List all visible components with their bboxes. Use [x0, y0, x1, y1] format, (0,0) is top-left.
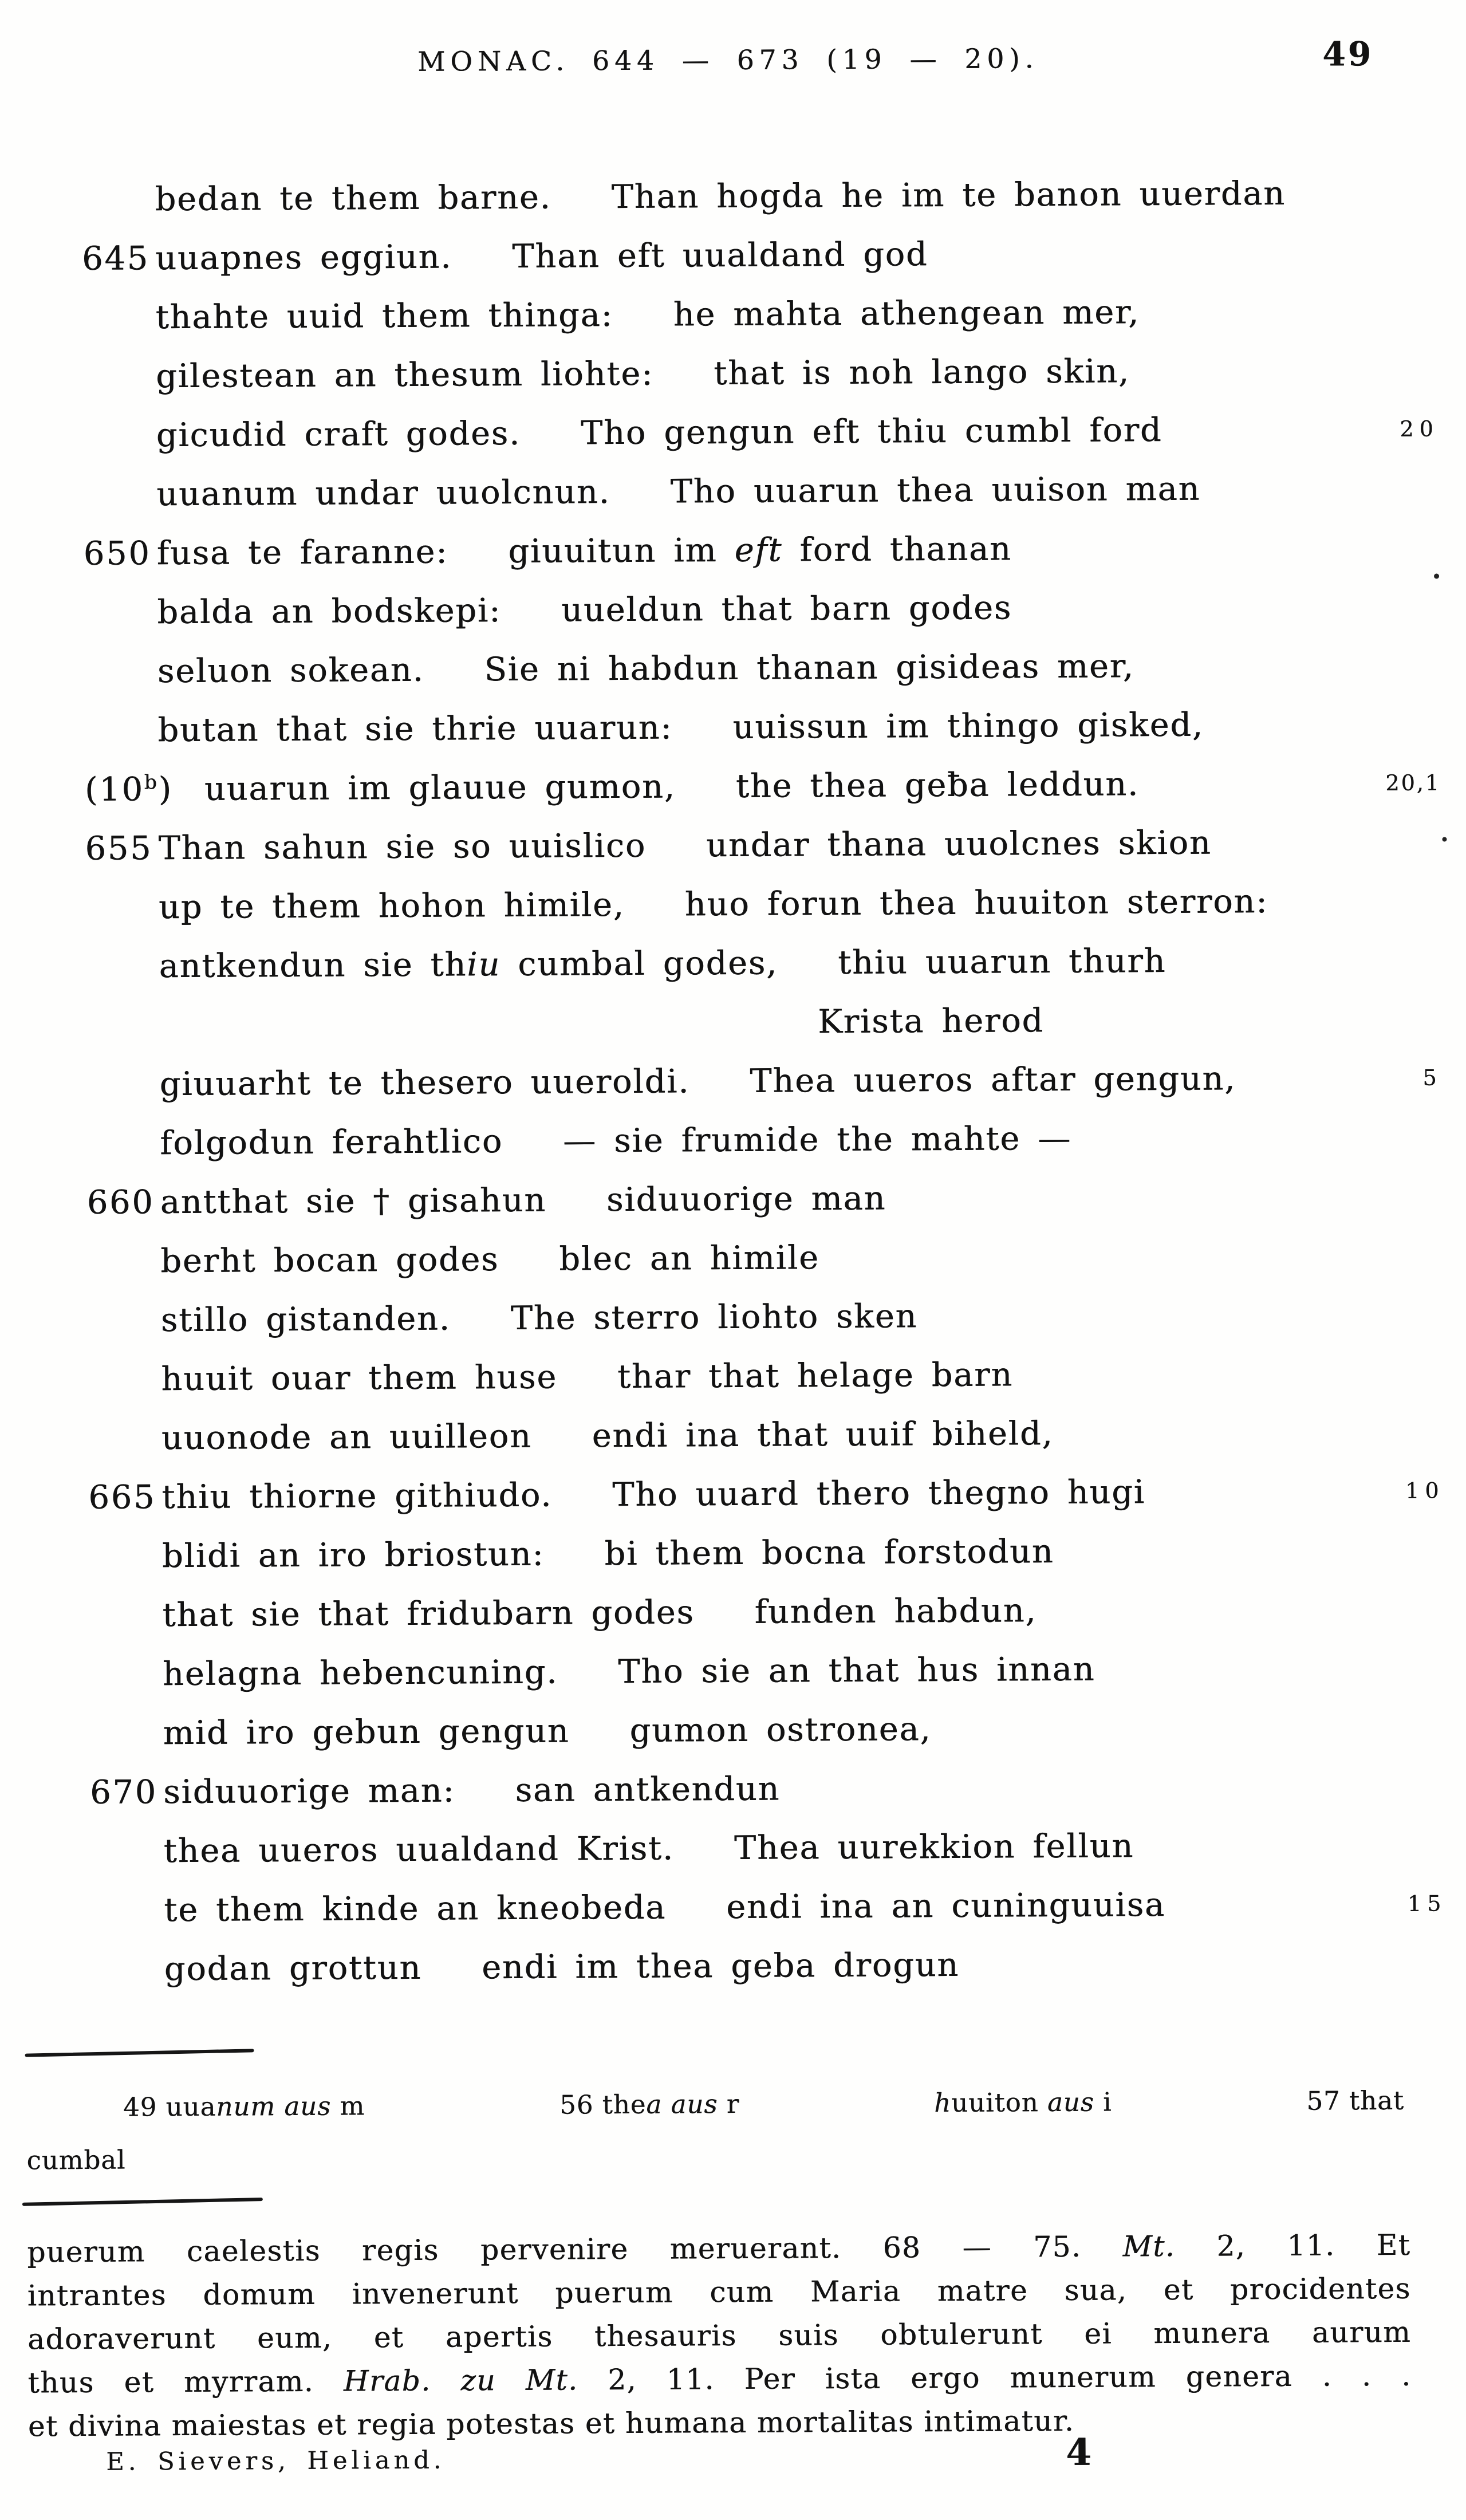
verse-line-number — [84, 623, 157, 624]
text-segment: uueldun that barn godes — [561, 589, 1012, 629]
hemistich-b — [750, 1060, 1236, 1100]
verse-line — [0, 340, 1463, 407]
text-segment: 660 — [86, 1183, 155, 1222]
text-segment: blidi an iro briostun: — [161, 1535, 545, 1576]
verse-line-number — [88, 1331, 161, 1332]
text-segment: endi ina an cuninguuisa — [726, 1886, 1166, 1927]
ink-speck — [1442, 837, 1447, 841]
hemistich-b — [673, 293, 1140, 333]
verse-line — [1, 1107, 1466, 1174]
text-segment: that sie that fridubarn godes — [162, 1593, 695, 1635]
text-segment: thus et myrram. — [27, 2364, 344, 2400]
text-segment: Hrab. zu Mt. — [343, 2363, 578, 2398]
verse-line-number — [82, 229, 156, 289]
text-segment: antthat sie † gisahun — [160, 1181, 547, 1222]
text-segment: te them kinde an kneobeda — [164, 1888, 667, 1930]
text-segment: Thea uueros aftar gengun, — [750, 1060, 1236, 1100]
verse-line — [4, 1756, 1466, 1822]
text-segment: endi im thea geba drogun — [481, 1946, 960, 1987]
verse-line-number — [82, 328, 156, 329]
hemistich-b — [736, 765, 1140, 805]
text-segment: Tho uuarun thea uuison man — [670, 470, 1201, 511]
verse-line — [3, 1697, 1466, 1763]
verse-line — [0, 989, 1466, 1056]
text-segment: siduuorige man — [606, 1179, 886, 1219]
verse-line — [0, 458, 1464, 525]
printer-signature: E. Sievers, Heliand. — [106, 2446, 446, 2476]
verse-line — [0, 753, 1465, 820]
verse-line — [0, 517, 1464, 584]
text-segment: adoraverunt eum, et apertis thesauris suis obtulerunt ei munera aurum — [27, 2315, 1412, 2356]
verse-line — [1, 1166, 1466, 1233]
text-segment: butan that sie thrie uuarun: — [157, 708, 673, 750]
hemistich-b — [612, 1473, 1145, 1514]
verse-line — [2, 1284, 1466, 1350]
text-segment: aus — [1047, 2086, 1095, 2118]
hemistich-a — [156, 473, 610, 513]
apparatus-entry — [1306, 2074, 1404, 2128]
text-segment: fusa te faranne: — [156, 533, 448, 573]
verse-line — [0, 871, 1465, 938]
hemistich-a — [163, 1772, 455, 1812]
text-segment: 56 the — [559, 2089, 647, 2120]
latin-separator-rule — [22, 2198, 263, 2206]
apparatus-entry — [123, 2080, 365, 2133]
hemistich-a — [157, 651, 424, 690]
text-segment: giuuitun im — [508, 531, 735, 571]
verse-line — [0, 399, 1463, 466]
text-segment: 665 — [88, 1478, 156, 1517]
text-segment: iu — [466, 946, 501, 984]
text-segment: thiu thiorne githiudo. — [161, 1476, 553, 1517]
verse-line — [0, 576, 1464, 643]
text-segment: giuuarht te thesero uueroldi. — [159, 1062, 690, 1104]
text-segment: gumon ostronea, — [629, 1710, 932, 1750]
hemistich-b — [838, 942, 1166, 982]
hemistich-b — [563, 1120, 1071, 1160]
verse-line-number — [82, 387, 156, 388]
text-segment: Tho sie an that hus innan — [618, 1650, 1095, 1691]
text-segment: antkendun sie th — [159, 946, 467, 986]
hemistich-a — [818, 1002, 1044, 1041]
verse-line — [3, 1638, 1466, 1704]
text-segment — [662, 2089, 671, 2120]
latin-line — [27, 2223, 1410, 2274]
verse-line — [2, 1461, 1466, 1527]
verse-line — [2, 1343, 1466, 1409]
text-segment: uuonode an uuilleon — [161, 1417, 532, 1458]
hemistich-b — [732, 706, 1204, 746]
apparatus-entry — [559, 2078, 740, 2132]
verse-line-number — [89, 1685, 163, 1686]
hemistich-a — [158, 827, 646, 867]
apparatus-entries-row — [6, 2074, 1466, 2134]
text-segment — [275, 2091, 285, 2121]
text-segment: seluon sokean. — [157, 651, 424, 691]
hemistich-a — [160, 1062, 690, 1103]
text-segment: puerum caelestis regis pervenire meruerant. 68 — 75. — [27, 2230, 1123, 2269]
text-segment: num — [216, 2091, 276, 2122]
text-segment: thiu uuarun thurh — [837, 942, 1167, 982]
hemistich-b — [592, 1415, 1054, 1455]
hemistich-b — [604, 1533, 1054, 1573]
latin-line — [28, 2397, 1412, 2448]
verse-line — [0, 930, 1466, 997]
text-segment: 10 — [99, 770, 144, 809]
text-segment: cumbal godes, — [500, 944, 778, 984]
text-segment: b — [144, 771, 159, 794]
hemistich-a — [155, 179, 551, 219]
text-segment: stillo gistanden. — [160, 1300, 451, 1340]
hemistich-b — [755, 1592, 1037, 1631]
verse-line — [3, 1520, 1466, 1586]
critical-apparatus — [6, 2074, 1466, 2187]
verse-line-number — [84, 524, 157, 584]
text-segment: ford thanan — [782, 530, 1012, 569]
text-segment: ( — [84, 770, 100, 809]
text-segment: uuissun im thingo gisked, — [732, 706, 1204, 746]
verse-line-number — [85, 819, 159, 879]
text-segment: Krista herod — [817, 1002, 1045, 1041]
text-segment: h — [934, 2088, 952, 2119]
fitte-margin-number: 20,1 — [1385, 770, 1441, 796]
latin-line — [27, 2354, 1411, 2405]
verse-line-number — [87, 1272, 160, 1273]
hemistich-b — [484, 647, 1134, 688]
hemistich-a — [164, 1830, 675, 1871]
text-segment: thahte uuid them thinga: — [155, 296, 613, 337]
text-segment: thar that helage barn — [617, 1356, 1014, 1396]
verse-line-number — [89, 1626, 163, 1627]
verse-line — [2, 1402, 1466, 1468]
hemistich-a — [204, 768, 676, 808]
verse-block — [0, 163, 1466, 1999]
verse-line — [0, 694, 1465, 761]
text-segment: Sie ni habdun thanan gisideas mer, — [484, 647, 1134, 689]
fitte-margin-number: 15 — [1407, 1891, 1447, 1916]
text-segment: bedan te them barne. — [155, 178, 551, 219]
text-segment: up te them hohon himile, — [158, 885, 625, 927]
text-segment: 2, 11. Per ista ergo munerum genera . . . — [578, 2358, 1412, 2397]
verse-line — [0, 281, 1463, 348]
verse-line — [3, 1579, 1466, 1645]
text-segment: et divina maiestas et regia potestas et humana mortalitas intimatur. — [27, 2404, 1075, 2443]
verse-line-number — [86, 1154, 160, 1155]
hemistich-b — [561, 589, 1012, 629]
text-segment: 49 uua — [123, 2091, 216, 2123]
verse-line-number — [86, 977, 159, 978]
hemistich-b — [734, 1827, 1134, 1867]
hemistich-a — [159, 944, 778, 986]
hemistich-a — [161, 1418, 532, 1457]
hemistich-a — [162, 1535, 545, 1575]
text-segment: bi them bocna forstodun — [604, 1533, 1054, 1573]
hemistich-a — [160, 1123, 503, 1162]
ink-speck — [1434, 574, 1439, 579]
hemistich-a — [164, 1949, 422, 1988]
hemistich-a — [157, 592, 501, 631]
running-header: MONAC. 644 — 673 (19 — 20). — [417, 43, 1039, 78]
verse-line — [0, 812, 1465, 879]
text-segment: m — [331, 2090, 365, 2121]
text-segment: a — [646, 2089, 663, 2120]
text-segment: Thea uurekkion fellun — [734, 1827, 1134, 1868]
hemistich-a — [161, 1476, 552, 1517]
text-segment: san antkendun — [515, 1770, 781, 1810]
fitte-margin-number: 20 — [1400, 416, 1439, 442]
hemistich-a — [160, 1241, 499, 1280]
hemistich-b — [617, 1356, 1013, 1396]
verse-line — [0, 222, 1462, 289]
text-segment: gilestean an thesum liohte: — [156, 355, 654, 396]
text-segment: uuarun im glauue gumon, — [204, 767, 676, 808]
apparatus-carry-line: cumbal — [26, 2144, 126, 2176]
hemistich-b — [629, 1710, 931, 1750]
sheet-number: 4 — [1066, 2431, 1091, 2474]
hemistich-a — [162, 1593, 695, 1634]
verse-line — [5, 1933, 1466, 1999]
text-segment: ) — [158, 770, 174, 809]
verse-line — [1, 1225, 1466, 1292]
verse-line — [4, 1815, 1466, 1881]
text-segment: — sie frumide the mahte — — [562, 1119, 1072, 1160]
verse-line-number — [85, 760, 173, 820]
latin-source-block — [27, 2223, 1412, 2448]
text-segment: balda an bodskepi: — [157, 592, 502, 632]
latin-line — [27, 2267, 1411, 2318]
hemistich-b — [726, 1886, 1165, 1926]
hemistich-a — [155, 238, 452, 278]
text-segment: Than hogda he im te banon uuerdan — [611, 174, 1286, 216]
hemistich-a — [159, 886, 625, 926]
verse-line-number — [84, 682, 157, 683]
hemistich-a — [160, 1182, 547, 1222]
hemistich-b — [515, 1770, 780, 1809]
text-segment: he mahta athengean mer, — [673, 293, 1140, 334]
verse-line-number — [83, 505, 156, 506]
text-segment: huuit ouar them huse — [161, 1358, 558, 1399]
verse-line-number — [82, 210, 155, 211]
text-segment: helagna hebencuning. — [162, 1653, 558, 1694]
text-segment: endi ina that uuif biheld, — [592, 1415, 1054, 1455]
hemistich-b — [671, 470, 1201, 511]
fitte-margin-number: 5 — [1422, 1065, 1443, 1090]
verse-line — [0, 1048, 1466, 1115]
hemistich-b — [581, 411, 1162, 452]
text-segment: blec an himile — [559, 1239, 819, 1278]
text-segment: Mt. — [1122, 2229, 1176, 2263]
verse-line-number — [85, 741, 158, 742]
verse-line-number — [88, 1390, 161, 1391]
verse-line-number — [88, 1449, 161, 1450]
hemistich-a — [161, 1300, 451, 1340]
text-segment: eft — [734, 531, 783, 569]
text-segment: the thea geƀa leddun. — [735, 765, 1140, 805]
hemistich-b — [508, 530, 1012, 570]
hemistich-a — [161, 1359, 557, 1399]
text-segment: r — [718, 2088, 740, 2120]
text-segment: thea uueros uualdand Krist. — [163, 1829, 675, 1871]
text-segment: 57 that — [1306, 2085, 1405, 2116]
text-segment: i — [1094, 2086, 1112, 2117]
verse-line-number — [86, 1173, 160, 1233]
hemistich-b — [606, 1180, 886, 1219]
verse-line-number — [83, 446, 156, 447]
verse-line-number — [86, 1036, 159, 1037]
verse-line-number — [89, 1567, 162, 1568]
hemistich-a — [164, 1889, 666, 1930]
verse-line — [0, 635, 1464, 702]
text-segment: aus — [284, 2090, 332, 2122]
hemistich-a — [163, 1712, 569, 1753]
text-segment: funden habdun, — [754, 1592, 1037, 1631]
text-segment: huo forun thea huuiton sterron: — [684, 883, 1268, 924]
hemistich-a — [156, 415, 521, 454]
verse-line — [0, 163, 1462, 230]
fitte-margin-number: 10 — [1405, 1478, 1445, 1503]
text-segment: Tho gengun eft thiu cumbl ford — [580, 411, 1162, 452]
text-segment: uuanum undar uuolcnun. — [156, 473, 610, 514]
text-segment: godan grottun — [164, 1948, 422, 1989]
text-segment: 2, 11. Et — [1175, 2228, 1411, 2263]
text-segment: 650 — [83, 534, 151, 573]
text-segment: siduuorige man: — [163, 1771, 455, 1812]
apparatus-separator-rule — [25, 2049, 254, 2057]
text-segment: mid iro gebun gengun — [163, 1712, 570, 1753]
verse-line-number — [90, 1763, 164, 1822]
hemistich-b — [559, 1239, 819, 1278]
verse-line-number — [88, 1468, 162, 1527]
hemistich-b — [511, 1297, 918, 1337]
text-segment: undar thana uuolcnes skion — [706, 824, 1212, 865]
text-segment: uuiton — [951, 2087, 1048, 2119]
apparatus-entry — [934, 2076, 1112, 2130]
verse-line-number — [86, 1095, 160, 1096]
latin-line — [27, 2310, 1411, 2361]
hemistich-a — [156, 355, 653, 396]
text-segment: 670 — [89, 1773, 158, 1812]
text-segment: that is noh lango skin, — [714, 352, 1130, 393]
verse-line — [5, 1874, 1466, 1940]
hemistich-a — [157, 533, 448, 573]
hemistich-b — [482, 1946, 959, 1986]
hemistich-b — [714, 352, 1130, 392]
hemistich-b — [611, 175, 1286, 216]
text-segment: Than eft uualdand god — [512, 235, 928, 276]
verse-line-number — [90, 1921, 164, 1922]
text-segment: 655 — [85, 829, 153, 868]
text-segment: Tho uuard thero thegno hugi — [612, 1473, 1146, 1514]
verse-line-number — [90, 1744, 163, 1745]
text-segment: aus — [671, 2089, 718, 2120]
hemistich-b — [685, 883, 1268, 923]
hemistich-a — [156, 296, 613, 336]
text-segment: 645 — [81, 239, 150, 278]
hemistich-b — [706, 824, 1212, 865]
hemistich-b — [512, 235, 928, 275]
hemistich-a — [163, 1653, 558, 1694]
hemistich-b — [618, 1651, 1095, 1691]
verse-line-number — [85, 918, 159, 919]
text-segment: intrantes domum invenerunt puerum cum Maria matre sua, et procidentes — [27, 2271, 1411, 2313]
text-segment: folgodun ferahtlico — [160, 1123, 503, 1163]
page-number: 49 — [1322, 34, 1374, 74]
text-segment: berht bocan godes — [160, 1241, 499, 1281]
text-segment: gicudid craft godes. — [156, 414, 521, 455]
text-segment: The sterro liohto sken — [510, 1297, 918, 1338]
verse-line-number — [90, 1862, 164, 1863]
hemistich-a — [157, 709, 672, 750]
text-segment: uuapnes eggiun. — [155, 238, 452, 278]
text-segment: Than sahun sie so uuislico — [158, 826, 647, 868]
